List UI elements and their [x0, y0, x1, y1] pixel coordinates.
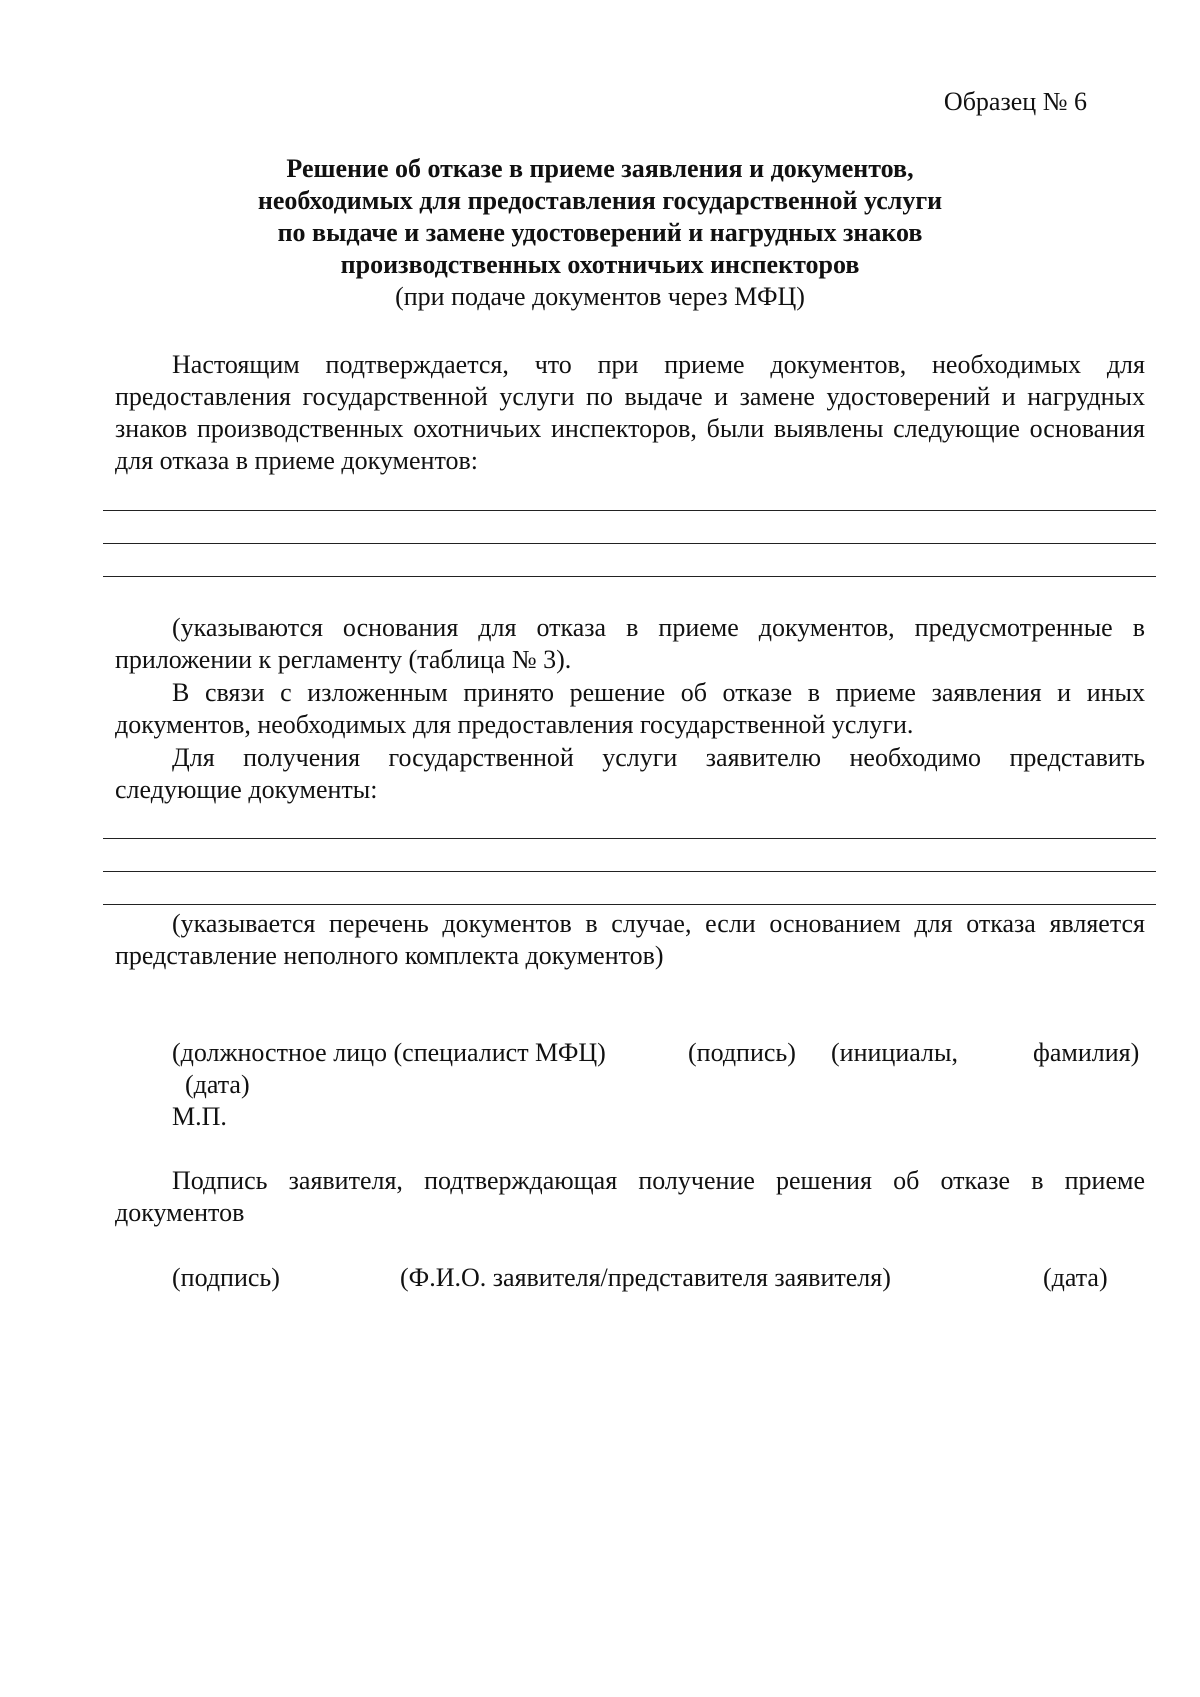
official-position-caption: (должностное лицо (специалист МФЦ): [172, 1038, 606, 1067]
stamp-caption: М.П.: [172, 1102, 227, 1131]
official-signature-caption: (подпись): [688, 1038, 796, 1067]
sample-number-label: Образец № 6: [943, 87, 1087, 116]
grounds-blank-line-2[interactable]: [103, 543, 1156, 544]
document-subtitle: (при подаче документов через МФЦ): [395, 282, 805, 311]
intro-paragraph: Настоящим подтверждается, что при приеме документов, необходимых для предоставления государственной услуги по выдаче и замене удостоверений и нагрудных знаков производственных охотничьих инспекторов, были выявлены следующие основания для отказа в приеме документов:: [115, 350, 1145, 475]
grounds-blank-line-3[interactable]: [103, 576, 1156, 577]
official-surname-caption: фамилия): [1033, 1038, 1140, 1067]
document-title: [115, 153, 1085, 313]
applicant-date-caption: (дата): [1043, 1263, 1108, 1292]
docs-blank-line-1[interactable]: [103, 838, 1156, 839]
title-line-2: необходимых для предоставления государственной услуги: [257, 186, 943, 215]
title-line-3: по выдаче и замене удостоверений и нагрудных знаков: [277, 218, 923, 247]
official-date-row: [0, 1069, 1200, 1101]
applicant-signature-paragraph: Подпись заявителя, подтверждающая получение решения об отказе в приеме документов: [115, 1166, 1145, 1227]
docs-blank-line-2[interactable]: [103, 871, 1156, 872]
official-initials-caption: (инициалы,: [831, 1038, 958, 1067]
applicant-name-caption: (Ф.И.О. заявителя/представителя заявителя): [400, 1263, 891, 1292]
official-date-caption: (дата): [185, 1070, 250, 1099]
grounds-note-paragraph: (указываются основания для отказа в приеме документов, предусмотренные в приложении к регламенту (таблица № 3).: [115, 613, 1145, 674]
applicant-signature-caption: (подпись): [172, 1263, 280, 1292]
grounds-blank-line-1[interactable]: [103, 510, 1156, 511]
title-line-4: производственных охотничьих инспекторов: [340, 250, 860, 279]
docs-blank-line-3[interactable]: [103, 904, 1156, 905]
decision-paragraph: В связи с изложенным принято решение об отказе в приеме заявления и иных документов, необходимых для предоставления государственной услуги.: [115, 678, 1145, 739]
title-line-1: Решение об отказе в приеме заявления и документов,: [286, 154, 914, 183]
official-signature-row: [0, 1037, 1200, 1069]
stamp-row: [0, 1101, 1200, 1133]
applicant-signature-row: [0, 1262, 1200, 1294]
required-docs-paragraph: Для получения государственной услуги заявителю необходимо представить следующие документы:: [115, 743, 1145, 804]
docs-note-paragraph: (указывается перечень документов в случае, если основанием для отказа является представление неполного комплекта документов): [115, 909, 1145, 970]
